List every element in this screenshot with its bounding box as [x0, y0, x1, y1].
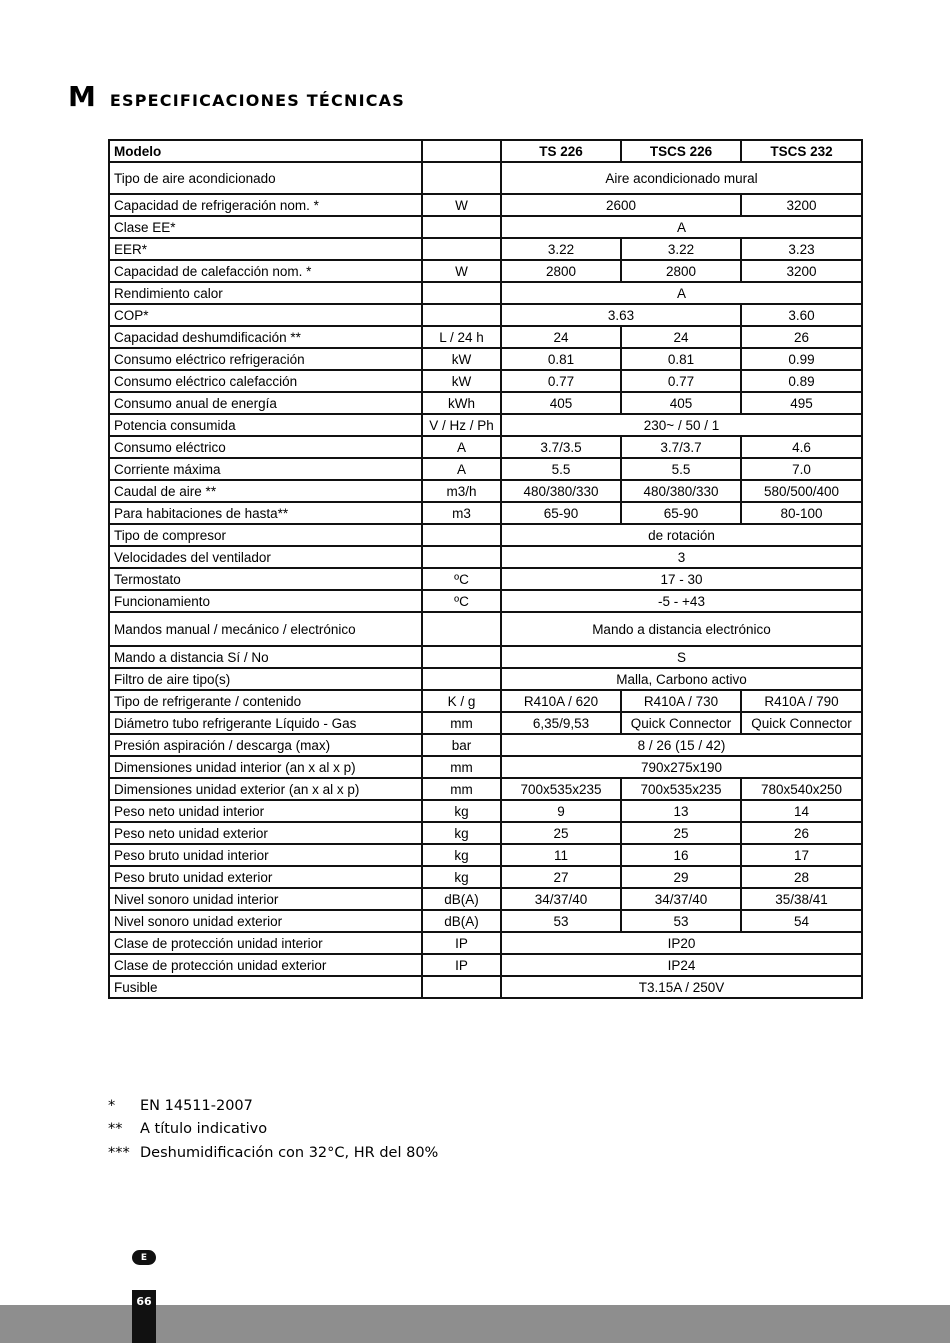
- row-value-tscs226: 405: [621, 392, 741, 414]
- footnote-text: A título indicativo: [140, 1121, 268, 1138]
- row-value-ts226: 65-90: [501, 502, 621, 524]
- row-value-tscs226: 13: [621, 800, 741, 822]
- row-value-tscs232: 35/38/41: [741, 888, 862, 910]
- row-unit: [422, 546, 501, 568]
- row-label: Clase EE*: [109, 216, 422, 238]
- row-value-ts226: 405: [501, 392, 621, 414]
- table-row: [109, 348, 862, 370]
- row-unit: [422, 238, 501, 260]
- row-unit: m3: [422, 502, 501, 524]
- row-label: Para habitaciones de hasta**: [109, 502, 422, 524]
- table-row: [109, 502, 862, 524]
- row-value-ts226: 34/37/40: [501, 888, 621, 910]
- row-value-all-models: 17 - 30: [501, 568, 862, 590]
- row-label: Clase de protección unidad exterior: [109, 954, 422, 976]
- row-value-tscs232: 80-100: [741, 502, 862, 524]
- row-value-tscs226: 0.77: [621, 370, 741, 392]
- table-row: [109, 646, 862, 668]
- table-row: [109, 194, 862, 216]
- row-value-tscs226: 480/380/330: [621, 480, 741, 502]
- row-value-ts226: 700x535x235: [501, 778, 621, 800]
- specifications-table-body: [109, 140, 862, 998]
- row-value-all-models: 3: [501, 546, 862, 568]
- table-row: [109, 734, 862, 756]
- row-unit: kg: [422, 800, 501, 822]
- row-label: Peso bruto unidad exterior: [109, 866, 422, 888]
- row-value-all-models: -5 - +43: [501, 590, 862, 612]
- row-value-all-models: 8 / 26 (15 / 42): [501, 734, 862, 756]
- row-value-tscs226: 65-90: [621, 502, 741, 524]
- row-value-tscs226: R410A / 730: [621, 690, 741, 712]
- footnote-mark: **: [108, 1121, 123, 1138]
- footnote-mark: *: [108, 1097, 116, 1114]
- footnote-text: EN 14511-2007: [140, 1097, 253, 1114]
- row-label: Tipo de refrigerante / contenido: [109, 690, 422, 712]
- row-value-ts226: 0.77: [501, 370, 621, 392]
- row-unit: [422, 162, 501, 194]
- row-unit: [422, 282, 501, 304]
- row-unit: [422, 524, 501, 546]
- language-badge: E: [132, 1250, 156, 1265]
- row-value-tscs226: 25: [621, 822, 741, 844]
- table-row: [109, 612, 862, 646]
- row-value-tscs226: 29: [621, 866, 741, 888]
- row-value-tscs232: 4.6: [741, 436, 862, 458]
- table-row: [109, 712, 862, 734]
- row-unit: W: [422, 260, 501, 282]
- row-unit: [422, 646, 501, 668]
- row-label: Dimensiones unidad exterior (an x al x p): [109, 778, 422, 800]
- row-value-tscs232: 3200: [741, 260, 862, 282]
- row-value-ts226: 480/380/330: [501, 480, 621, 502]
- row-label: Consumo anual de energía: [109, 392, 422, 414]
- row-label: Fusible: [109, 976, 422, 998]
- footnote: [108, 1094, 438, 1118]
- table-row: [109, 414, 862, 436]
- row-value-tscs226: 2800: [621, 260, 741, 282]
- row-label: Velocidades del ventilador: [109, 546, 422, 568]
- table-row: [109, 932, 862, 954]
- row-value-ts226-tscs226: 2600: [501, 194, 741, 216]
- row-unit: [422, 304, 501, 326]
- row-value-tscs226: 16: [621, 844, 741, 866]
- row-label: Dimensiones unidad interior (an x al x p): [109, 756, 422, 778]
- table-row: [109, 844, 862, 866]
- row-label: COP*: [109, 304, 422, 326]
- row-value-tscs226: 700x535x235: [621, 778, 741, 800]
- row-unit: L / 24 h: [422, 326, 501, 348]
- table-row: [109, 304, 862, 326]
- row-value-tscs226: 0.81: [621, 348, 741, 370]
- row-unit: kW: [422, 348, 501, 370]
- row-value-all-models: IP20: [501, 932, 862, 954]
- row-value-ts226: 3.22: [501, 238, 621, 260]
- row-label: Capacidad deshumdificación **: [109, 326, 422, 348]
- row-label: Peso neto unidad interior: [109, 800, 422, 822]
- row-unit: [422, 612, 501, 646]
- row-value-tscs232: 7.0: [741, 458, 862, 480]
- row-label: EER*: [109, 238, 422, 260]
- row-value-all-models: A: [501, 216, 862, 238]
- row-value-tscs232: 26: [741, 326, 862, 348]
- row-unit: kW: [422, 370, 501, 392]
- row-label: Nivel sonoro unidad exterior: [109, 910, 422, 932]
- header-model-tscs232: TSCS 232: [741, 140, 862, 162]
- section-letter: M: [68, 80, 96, 113]
- table-row: [109, 756, 862, 778]
- row-value-tscs232: 3.60: [741, 304, 862, 326]
- row-label: Capacidad de refrigeración nom. *: [109, 194, 422, 216]
- row-value-all-models: IP24: [501, 954, 862, 976]
- row-unit: kWh: [422, 392, 501, 414]
- table-row: [109, 568, 862, 590]
- header-model-label: Modelo: [109, 140, 422, 162]
- row-value-tscs226: 24: [621, 326, 741, 348]
- row-label: Tipo de aire acondicionado: [109, 162, 422, 194]
- row-label: Peso neto unidad exterior: [109, 822, 422, 844]
- row-label: Caudal de aire **: [109, 480, 422, 502]
- section-heading: [68, 80, 405, 113]
- row-unit: ºC: [422, 590, 501, 612]
- row-unit: kg: [422, 844, 501, 866]
- row-value-ts226: 0.81: [501, 348, 621, 370]
- row-value-tscs232: 26: [741, 822, 862, 844]
- row-label: Capacidad de calefacción nom. *: [109, 260, 422, 282]
- row-value-tscs232: 495: [741, 392, 862, 414]
- table-row: [109, 260, 862, 282]
- row-label: Funcionamiento: [109, 590, 422, 612]
- row-label: Termostato: [109, 568, 422, 590]
- row-value-tscs232: 28: [741, 866, 862, 888]
- row-label: Rendimiento calor: [109, 282, 422, 304]
- table-row: [109, 162, 862, 194]
- page-number: 66: [132, 1290, 156, 1343]
- row-value-all-models: Mando a distancia electrónico: [501, 612, 862, 646]
- section-title: ESPECIFICACIONES TÉCNICAS: [109, 91, 405, 110]
- table-row: [109, 238, 862, 260]
- row-value-ts226-tscs226: 3.63: [501, 304, 741, 326]
- row-value-ts226: 3.7/3.5: [501, 436, 621, 458]
- row-unit: V / Hz / Ph: [422, 414, 501, 436]
- footnote-text: Deshumidificación con 32°C, HR del 80%: [140, 1144, 439, 1161]
- row-value-ts226: 6,35/9,53: [501, 712, 621, 734]
- row-value-ts226: R410A / 620: [501, 690, 621, 712]
- table-row: [109, 392, 862, 414]
- row-unit: [422, 668, 501, 690]
- row-unit: A: [422, 436, 501, 458]
- row-unit: mm: [422, 712, 501, 734]
- table-row: [109, 690, 862, 712]
- row-label: Clase de protección unidad interior: [109, 932, 422, 954]
- row-value-all-models: Malla, Carbono activo: [501, 668, 862, 690]
- row-label: Presión aspiración / descarga (max): [109, 734, 422, 756]
- row-unit: [422, 216, 501, 238]
- row-unit: [422, 976, 501, 998]
- row-label: Corriente máxima: [109, 458, 422, 480]
- row-value-tscs232: 0.99: [741, 348, 862, 370]
- row-value-all-models: 790x275x190: [501, 756, 862, 778]
- row-value-ts226: 9: [501, 800, 621, 822]
- table-row: [109, 590, 862, 612]
- row-value-ts226: 24: [501, 326, 621, 348]
- table-row: [109, 282, 862, 304]
- table-row: [109, 326, 862, 348]
- row-label: Consumo eléctrico refrigeración: [109, 348, 422, 370]
- row-unit: kg: [422, 822, 501, 844]
- row-unit: IP: [422, 954, 501, 976]
- row-value-ts226: 5.5: [501, 458, 621, 480]
- footnotes: [108, 1094, 438, 1165]
- table-row: [109, 546, 862, 568]
- row-value-all-models: 230~ / 50 / 1: [501, 414, 862, 436]
- table-header-row: [109, 140, 862, 162]
- row-unit: bar: [422, 734, 501, 756]
- row-value-tscs232: 17: [741, 844, 862, 866]
- row-value-tscs226: 3.7/3.7: [621, 436, 741, 458]
- row-value-tscs232: 3.23: [741, 238, 862, 260]
- row-value-tscs232: 0.89: [741, 370, 862, 392]
- row-value-tscs232: 54: [741, 910, 862, 932]
- footnote: [108, 1118, 438, 1142]
- row-unit: dB(A): [422, 910, 501, 932]
- row-value-ts226: 25: [501, 822, 621, 844]
- row-unit: K / g: [422, 690, 501, 712]
- table-row: [109, 910, 862, 932]
- table-row: [109, 668, 862, 690]
- row-label: Peso bruto unidad interior: [109, 844, 422, 866]
- table-row: [109, 888, 862, 910]
- row-unit: dB(A): [422, 888, 501, 910]
- header-model-tscs226: TSCS 226: [621, 140, 741, 162]
- row-label: Potencia consumida: [109, 414, 422, 436]
- table-row: [109, 822, 862, 844]
- row-value-tscs226: 53: [621, 910, 741, 932]
- row-value-all-models: de rotación: [501, 524, 862, 546]
- row-unit: W: [422, 194, 501, 216]
- specifications-table: [108, 139, 863, 999]
- header-model-ts226: TS 226: [501, 140, 621, 162]
- row-value-tscs232: 14: [741, 800, 862, 822]
- row-label: Consumo eléctrico calefacción: [109, 370, 422, 392]
- row-unit: kg: [422, 866, 501, 888]
- row-value-tscs232: 780x540x250: [741, 778, 862, 800]
- row-value-tscs232: R410A / 790: [741, 690, 862, 712]
- row-label: Filtro de aire tipo(s): [109, 668, 422, 690]
- table-row: [109, 216, 862, 238]
- table-row: [109, 458, 862, 480]
- table-row: [109, 370, 862, 392]
- table-row: [109, 976, 862, 998]
- row-value-tscs226: 3.22: [621, 238, 741, 260]
- row-value-all-models: S: [501, 646, 862, 668]
- row-unit: IP: [422, 932, 501, 954]
- table-row: [109, 800, 862, 822]
- table-row: [109, 866, 862, 888]
- row-unit: ºC: [422, 568, 501, 590]
- table-row: [109, 524, 862, 546]
- row-label: Mandos manual / mecánico / electrónico: [109, 612, 422, 646]
- row-value-all-models: Aire acondicionado mural: [501, 162, 862, 194]
- row-label: Mando a distancia Sí / No: [109, 646, 422, 668]
- row-value-ts226: 2800: [501, 260, 621, 282]
- header-unit-cell: [422, 140, 501, 162]
- row-value-ts226: 11: [501, 844, 621, 866]
- row-unit: m3/h: [422, 480, 501, 502]
- row-value-ts226: 27: [501, 866, 621, 888]
- table-row: [109, 436, 862, 458]
- row-value-tscs232: 580/500/400: [741, 480, 862, 502]
- row-label: Diámetro tubo refrigerante Líquido - Gas: [109, 712, 422, 734]
- footnote-mark: ***: [108, 1144, 130, 1161]
- table-row: [109, 954, 862, 976]
- row-value-all-models: T3.15A / 250V: [501, 976, 862, 998]
- row-value-tscs226: 5.5: [621, 458, 741, 480]
- row-value-tscs226: 34/37/40: [621, 888, 741, 910]
- row-value-ts226: 53: [501, 910, 621, 932]
- row-value-all-models: A: [501, 282, 862, 304]
- row-value-tscs226: Quick Connector: [621, 712, 741, 734]
- row-unit: A: [422, 458, 501, 480]
- row-unit: mm: [422, 778, 501, 800]
- row-unit: mm: [422, 756, 501, 778]
- row-value-tscs232: Quick Connector: [741, 712, 862, 734]
- table-row: [109, 778, 862, 800]
- row-label: Tipo de compresor: [109, 524, 422, 546]
- row-label: Consumo eléctrico: [109, 436, 422, 458]
- table-row: [109, 480, 862, 502]
- footnote: [108, 1141, 438, 1165]
- row-value-tscs232: 3200: [741, 194, 862, 216]
- row-label: Nivel sonoro unidad interior: [109, 888, 422, 910]
